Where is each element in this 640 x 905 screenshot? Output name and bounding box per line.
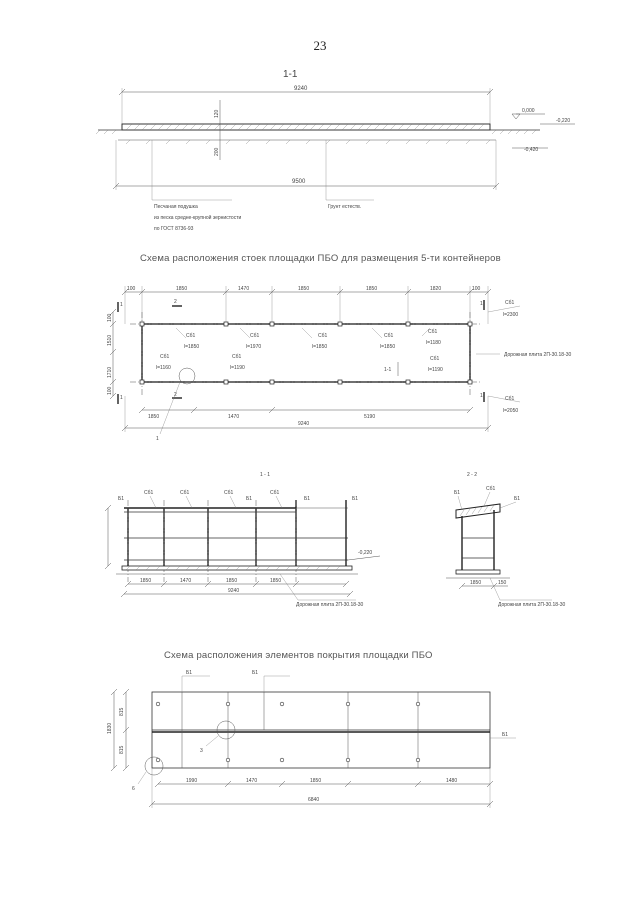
roof-callout-6 bbox=[145, 757, 163, 775]
beam-bot-1-name: Сб1 bbox=[232, 354, 242, 360]
beam-bot-2-len: l=1190 bbox=[428, 367, 443, 373]
section-1-1-level: -0,220 bbox=[358, 550, 373, 556]
s11-dim-2: 1850 bbox=[226, 578, 238, 584]
s11-tag-2: Сб1 bbox=[180, 490, 190, 496]
note-left-3: по ГОСТ 8736-93 bbox=[154, 226, 194, 232]
s22-note: Дорожная плита 2П-30.18-30 bbox=[498, 602, 566, 608]
top-dim-6: 100 bbox=[472, 286, 481, 292]
page-number: 23 bbox=[313, 38, 327, 53]
bottom-dim-0: 1850 bbox=[148, 414, 160, 420]
note-left-1: Песчаная подушка bbox=[154, 204, 198, 210]
plan-roof bbox=[107, 650, 516, 808]
section-top bbox=[96, 69, 575, 232]
section-2-2 bbox=[446, 472, 566, 608]
s11-total: 9240 bbox=[228, 588, 240, 594]
right-tag-3: l=2050 bbox=[503, 408, 519, 414]
mark-1-bl: 1 bbox=[120, 395, 123, 401]
roof-dim-2: 1850 bbox=[310, 778, 322, 784]
roof-dim-1: 1470 bbox=[246, 778, 258, 784]
right-tag-0: Сб1 bbox=[505, 300, 515, 306]
mark-2-top: 2 bbox=[174, 299, 177, 305]
right-tag-1: l=2300 bbox=[503, 312, 519, 318]
s11-tag-6: Б1 bbox=[304, 496, 311, 502]
roof-left-dim-2: 815 bbox=[119, 745, 125, 754]
beam-top-0-name: Сб1 bbox=[186, 333, 196, 339]
s11-tag-5: Сб1 bbox=[270, 490, 280, 496]
mark-2-bottom: 2 bbox=[174, 392, 177, 398]
top-dim-2: 1470 bbox=[238, 286, 250, 292]
left-dim-2: 1710 bbox=[107, 366, 113, 378]
thickness-upper: 120 bbox=[214, 109, 220, 118]
bottom-dim-1: 1470 bbox=[228, 414, 240, 420]
top-dim-0: 100 bbox=[127, 286, 136, 292]
top-dim-1: 1850 bbox=[176, 286, 188, 292]
section-1-1-label: 1 - 1 bbox=[260, 472, 271, 478]
beam-top-3-name: Сб1 bbox=[384, 333, 394, 339]
beam-top-4-name: Сб1 bbox=[428, 329, 438, 335]
beam-top-0-len: l=1850 bbox=[184, 344, 200, 350]
roof-left-dim-1: 815 bbox=[119, 707, 125, 716]
roof-tag-1: Б1 bbox=[252, 670, 259, 676]
s22-tag-2: Б1 bbox=[514, 496, 521, 502]
beam-bot-0-len: l=1160 bbox=[156, 365, 171, 371]
left-dim-0: 100 bbox=[107, 313, 113, 322]
s22-dim-1: 150 bbox=[498, 580, 507, 586]
roof-left-dim-0: 1830 bbox=[107, 722, 113, 734]
mark-1-br: 1 bbox=[480, 393, 483, 399]
beam-top-2-len: l=1850 bbox=[312, 344, 328, 350]
note-left-2: из песка средне-крупной зернистости bbox=[154, 215, 242, 221]
note-right: Грунт естеств. bbox=[328, 204, 362, 210]
beam-top-1-len: l=1970 bbox=[246, 344, 262, 350]
roof-total: 6840 bbox=[308, 797, 320, 803]
section-1-1 bbox=[105, 472, 380, 608]
bottom-dim-2: 5190 bbox=[364, 414, 376, 420]
level-1: -0,220 bbox=[556, 118, 571, 124]
roof-tag-0: Б1 bbox=[186, 670, 193, 676]
s11-tag-7: Б1 bbox=[352, 496, 359, 502]
s11-tag-0: Б1 bbox=[118, 496, 125, 502]
s11-tag-1: Сб1 bbox=[144, 490, 154, 496]
beam-top-1-name: Сб1 bbox=[250, 333, 260, 339]
s22-tag-1: Сб1 bbox=[486, 486, 496, 492]
section-top-label: 1-1 bbox=[283, 69, 298, 80]
s11-dim-0: 1850 bbox=[140, 578, 152, 584]
beam-top-4-len: l=1180 bbox=[426, 340, 441, 346]
roof-tag-2: Б1 bbox=[502, 732, 509, 738]
ground-hatch bbox=[96, 130, 536, 144]
left-dim-3: 100 bbox=[107, 386, 113, 395]
mark-1-1: 1-1 bbox=[384, 367, 392, 373]
total-dim: 9240 bbox=[298, 421, 310, 427]
s11-dim-3: 1850 bbox=[270, 578, 282, 584]
columns bbox=[140, 322, 472, 384]
beam-top-2-name: Сб1 bbox=[318, 333, 328, 339]
top-dim-3: 1850 bbox=[298, 286, 310, 292]
s11-note: Дорожная плита 2П-30.18-30 bbox=[296, 602, 364, 608]
level-2: -0,420 bbox=[524, 147, 539, 153]
dim-total-top: 9240 bbox=[294, 86, 308, 92]
s11-tag-3: Сб1 bbox=[224, 490, 234, 496]
top-dim-5: 1820 bbox=[430, 286, 442, 292]
roof-dim-0: 1990 bbox=[186, 778, 198, 784]
beam-top-3-len: l=1850 bbox=[380, 344, 396, 350]
svg-text:1: 1 bbox=[156, 436, 159, 442]
mark-1-tl: 1 bbox=[120, 302, 123, 308]
plan-roof-title: Схема расположения элементов покрытия площадки ПБО bbox=[164, 650, 433, 661]
dim-total-bottom: 9500 bbox=[292, 179, 306, 185]
roof-callout-3-label: 3 bbox=[200, 748, 203, 754]
thickness-lower: 200 bbox=[214, 147, 220, 156]
beam-bot-0-name: Сб1 bbox=[160, 354, 170, 360]
plan-columns bbox=[107, 253, 572, 442]
roof-callout-6-label: 6 bbox=[132, 786, 135, 792]
s11-dim-1: 1470 bbox=[180, 578, 192, 584]
s11-tag-4: Б1 bbox=[246, 496, 253, 502]
s22-tag-0: Б1 bbox=[454, 490, 461, 496]
plan-columns-title: Схема расположения стоек площадки ПБО для размещения 5-ти контейнеров bbox=[140, 253, 501, 264]
s22-dim-0: 1850 bbox=[470, 580, 482, 586]
right-tag-2: Сб1 bbox=[505, 396, 515, 402]
roof-dim-3: 1480 bbox=[446, 778, 458, 784]
level-0: 0,000 bbox=[522, 108, 535, 114]
section-2-2-label: 2 - 2 bbox=[467, 472, 478, 478]
beam-bot-1-len: l=1190 bbox=[230, 365, 245, 371]
slab-note: Дорожная плита 2П-30.18-30 bbox=[504, 352, 572, 358]
top-dim-4: 1850 bbox=[366, 286, 378, 292]
beam-bot-2-name: Сб1 bbox=[430, 356, 440, 362]
left-dim-1: 1510 bbox=[107, 334, 113, 346]
mark-1-tr: 1 bbox=[480, 301, 483, 307]
